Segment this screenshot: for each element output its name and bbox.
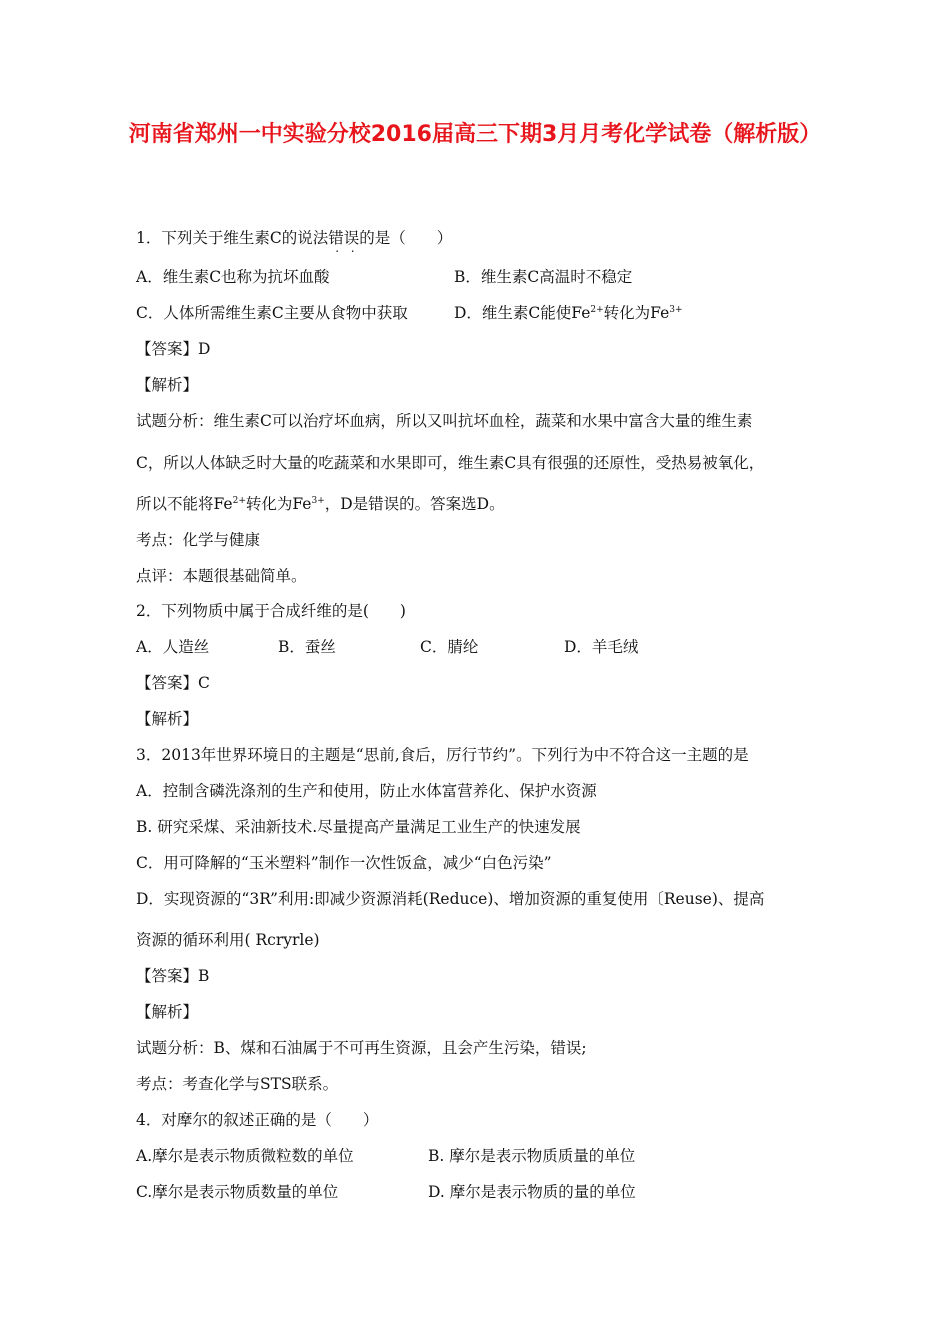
question-2-option-c: C．腈纶	[420, 638, 479, 656]
question-4-option-b: B. 摩尔是表示物质质量的单位	[428, 1147, 636, 1165]
question-3-option-d: D．实现资源的“3R”利用:即减少资源消耗(Reduce)、增加资源的重复使用〔Reuse)、提高	[136, 890, 765, 908]
question-4-option-c: C.摩尔是表示物质数量的单位	[136, 1183, 339, 1201]
question-1-analysis-line: C，所以人体缺乏时大量的吃蔬菜和水果即可，维生素C具有很强的还原性，受热易被氧化，	[136, 454, 765, 472]
question-1-dianping: 点评：本题很基础简单。	[136, 567, 307, 585]
question-1-option-d: D．维生素C能使$Fe^{2+}$转化为$Fe^{3+}$	[454, 304, 683, 322]
question-1-analysis-label: 【解析】	[136, 376, 199, 394]
question-2-answer: 【答案】C	[136, 674, 210, 692]
question-3-analysis-line: 试题分析：B、煤和石油属于不可再生资源，且会产生污染，错误;	[136, 1039, 587, 1057]
question-1-option-b: B．维生素C高温时不稳定	[454, 268, 633, 286]
question-4-option-d: D. 摩尔是表示物质的量的单位	[428, 1183, 636, 1201]
question-2-option-b: B．蚕丝	[278, 638, 336, 656]
question-1-kaodian: 考点：化学与健康	[136, 531, 261, 549]
question-3-analysis-label: 【解析】	[136, 1003, 199, 1021]
question-1-stem: 1．下列关于维生素C的说法错误的是（ ）	[136, 229, 453, 247]
question-3-kaodian: 考点：考查化学与STS联系。	[136, 1075, 339, 1093]
question-4-stem: 4．对摩尔的叙述正确的是（ ）	[136, 1111, 379, 1129]
question-3-option-c: C．用可降解的“玉米塑料”制作一次性饭盒，减少“白色污染”	[136, 854, 552, 872]
question-1-answer: 【答案】D	[136, 340, 211, 358]
emphasis-mark: 错	[328, 229, 344, 247]
question-1-option-c: C．人体所需维生素C主要从食物中获取	[136, 304, 408, 322]
question-1-analysis-line: 所以不能将$Fe^{2+}$转化为$Fe^{3+}$，D是错误的。答案选D。	[136, 495, 505, 513]
question-3-option-b: B. 研究采煤、采油新技术.尽量提高产量满足工业生产的快速发展	[136, 818, 581, 836]
question-2-analysis-label: 【解析】	[136, 710, 199, 728]
question-3-option-a: A．控制含磷洗涤剂的生产和使用，防止水体富营养化、保护水资源	[136, 782, 597, 800]
question-1-analysis-line: 试题分析：维生素C可以治疗坏血病，所以又叫抗坏血栓，蔬菜和水果中富含大量的维生素	[136, 412, 753, 430]
question-4-option-a: A.摩尔是表示物质微粒数的单位	[136, 1147, 354, 1165]
question-3-stem: 3．2013年世界环境日的主题是“思前,食后，厉行节约”。下列行为中不符合这一主题的是	[136, 746, 749, 764]
emphasis-mark: 误	[343, 229, 360, 247]
question-3-answer: 【答案】B	[136, 967, 210, 985]
question-3-option-d-continued: 资源的循环利用( Rcryrle)	[136, 931, 320, 949]
question-1-option-a: A．维生素C也称为抗坏血酸	[136, 268, 330, 286]
question-2-option-a: A．人造丝	[136, 638, 210, 656]
question-2-option-d: D．羊毛绒	[564, 638, 639, 656]
question-2-stem: 2．下列物质中属于合成纤维的是( )	[136, 602, 406, 620]
document-title: 河南省郑州一中实验分校2016届高三下期3月月考化学试卷（解析版）	[128, 122, 822, 147]
